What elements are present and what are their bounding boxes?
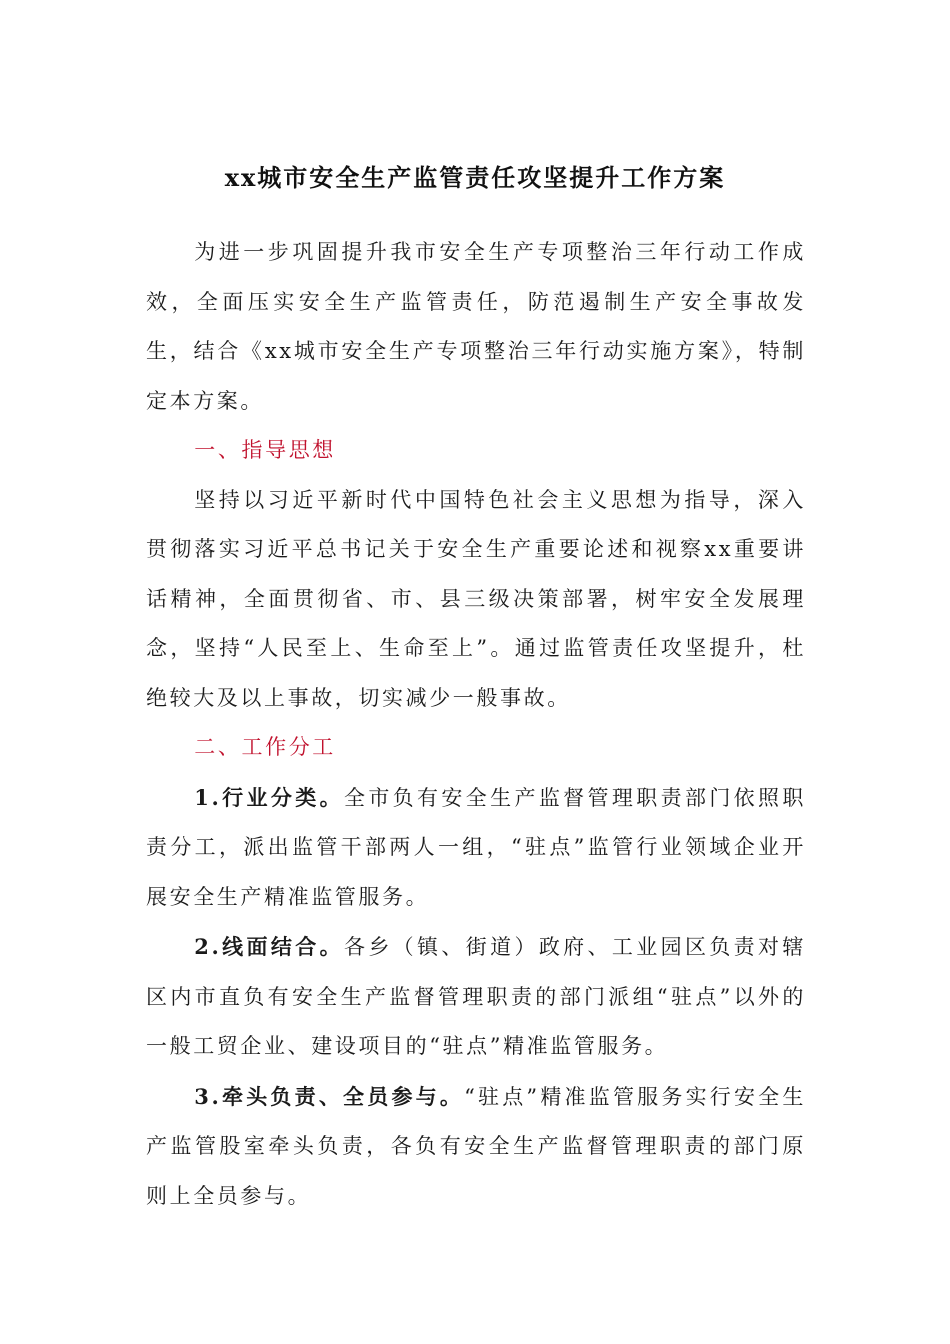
work-item-paragraph bbox=[146, 1072, 806, 1222]
work-item-lead: 3.牵头负责、全员参与。 bbox=[194, 1083, 465, 1109]
work-item-paragraph bbox=[146, 773, 806, 923]
work-item-paragraph bbox=[146, 922, 806, 1072]
work-item-lead: 1.行业分类。 bbox=[194, 784, 344, 810]
work-item-text: 各乡（镇、街道）政府、工业园区负责对辖区内市直负有安全生产监督管理职责的部门派组“驻点”以外的一般工贸企业、建设项目的“驻点”精准监管服务。 bbox=[146, 935, 806, 1058]
guiding-thought-paragraph: 坚持以习近平新时代中国特色社会主义思想为指导，深入贯彻落实习近平总书记关于安全生产重要论述和视察xx重要讲话精神，全面贯彻省、市、县三级决策部署，树牢安全发展理念，坚持“人民至上、生命至上”。通过监管责任攻坚提升，杜绝较大及以上事故，切实减少一般事故。 bbox=[146, 487, 806, 710]
work-item-text: “驻点”精准监管服务实行安全生产监管股室牵头负责，各负有安全生产监督管理职责的部门原则上全员参与。 bbox=[146, 1084, 806, 1208]
section-heading-guiding-thought: 一、指导思想 bbox=[194, 438, 336, 462]
document-body bbox=[146, 228, 806, 1221]
work-item-lead: 2.线面结合。 bbox=[194, 934, 344, 959]
document-title: xx城市安全生产监管责任攻坚提升工作方案 bbox=[224, 163, 726, 192]
intro-paragraph: 为进一步巩固提升我市安全生产专项整治三年行动工作成效，全面压实安全生产监管责任，防范遏制生产安全事故发生，结合《xx城市安全生产专项整治三年行动实施方案》，特制定本方案。 bbox=[146, 240, 806, 413]
work-item-text: 全市负有安全生产监督管理职责部门依照职责分工，派出监管干部两人一组，“驻点”监管行业领域企业开展安全生产精准监管服务。 bbox=[146, 785, 806, 909]
section-heading-work-division: 二、工作分工 bbox=[194, 735, 336, 759]
